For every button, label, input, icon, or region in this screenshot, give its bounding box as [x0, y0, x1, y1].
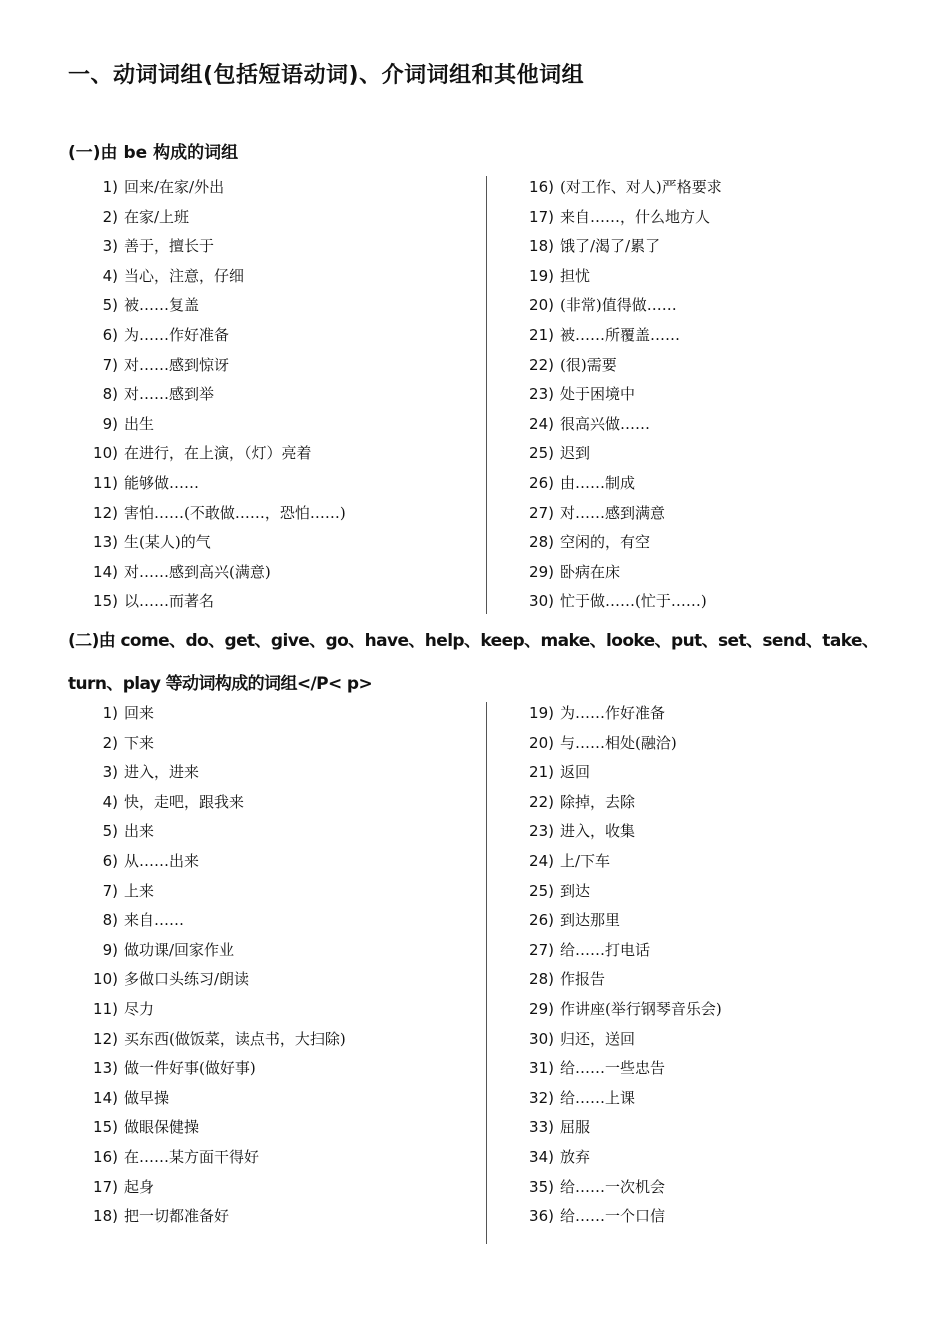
- item-text: 做眼保健操: [124, 1118, 200, 1137]
- item-number: 6): [102, 851, 118, 870]
- item-text: 作报告: [560, 970, 606, 989]
- item-number: 30): [529, 1029, 554, 1048]
- item-text: 对……感到举: [124, 385, 215, 404]
- item-text: 作讲座(举行钢琴音乐会): [560, 999, 722, 1018]
- item-number: 8): [102, 911, 118, 930]
- item-text: 对……感到满意: [560, 503, 666, 522]
- item-text: 返回: [560, 763, 591, 782]
- item-text: 上来: [124, 881, 155, 900]
- item-number: 16): [529, 178, 554, 196]
- item-text: 能够做……: [124, 473, 200, 492]
- list-item: [520, 262, 722, 292]
- item-text: 害怕……(不敢做……，恐怕……): [124, 503, 346, 522]
- list-item: [520, 758, 722, 788]
- item-text: 下来: [124, 733, 155, 752]
- item-text: 在……某方面干得好: [124, 1147, 260, 1166]
- item-text: 被……复盖: [124, 296, 200, 315]
- item-text: 对……感到惊讶: [124, 355, 230, 374]
- item-text: 从……出来: [124, 851, 200, 870]
- list-item: [84, 1054, 346, 1084]
- item-text: 在进行，在上演，（灯）亮着: [124, 444, 312, 463]
- item-text: 卧病在床: [560, 562, 621, 581]
- item-text: 做早操: [124, 1088, 170, 1107]
- list-item: [84, 729, 346, 759]
- item-number: 3): [102, 237, 118, 256]
- section1-divider: [486, 176, 487, 614]
- item-text: 回来/在家/外出: [124, 178, 225, 196]
- item-text: 以……而著名: [124, 592, 215, 611]
- item-number: 22): [529, 792, 554, 811]
- item-number: 14): [93, 1088, 118, 1107]
- list-item: [84, 995, 346, 1025]
- section1-heading: (一)由 be 构成的词组: [68, 143, 239, 163]
- list-item: [520, 499, 722, 529]
- list-item: [84, 906, 346, 936]
- list-item: [520, 410, 722, 440]
- item-text: 担忧: [560, 266, 591, 285]
- list-item: [520, 173, 722, 203]
- item-text: 很高兴做……: [560, 414, 651, 433]
- item-text: 处于困境中: [560, 385, 636, 404]
- item-number: 26): [529, 473, 554, 492]
- list-item: [84, 847, 346, 877]
- item-number: 29): [529, 562, 554, 581]
- section1-left-list: [84, 173, 346, 617]
- list-item: [84, 203, 346, 233]
- item-number: 12): [93, 503, 118, 522]
- list-item: [84, 380, 346, 410]
- item-text: 给……一些忠告: [560, 1059, 666, 1078]
- item-text: (非常)值得做……: [560, 296, 677, 315]
- list-item: [520, 558, 722, 588]
- item-number: 21): [529, 763, 554, 782]
- item-text: 在家/上班: [124, 207, 190, 226]
- item-number: 34): [529, 1147, 554, 1166]
- item-number: 19): [529, 266, 554, 285]
- list-item: [520, 847, 722, 877]
- item-number: 17): [93, 1177, 118, 1196]
- item-number: 35): [529, 1177, 554, 1196]
- item-number: 20): [529, 733, 554, 752]
- list-item: [84, 439, 346, 469]
- item-number: 15): [93, 1118, 118, 1137]
- item-number: 24): [529, 414, 554, 433]
- section2-left-list: [84, 699, 346, 1232]
- list-item: [520, 469, 722, 499]
- list-item: [84, 291, 346, 321]
- item-text: 除掉，去除: [560, 792, 636, 811]
- item-number: 14): [93, 562, 118, 581]
- item-number: 3): [102, 763, 118, 782]
- list-item: [520, 995, 722, 1025]
- item-number: 19): [529, 704, 554, 722]
- item-number: 7): [102, 881, 118, 900]
- item-number: 36): [529, 1207, 554, 1226]
- list-item: [84, 877, 346, 907]
- list-item: [520, 788, 722, 818]
- section2-divider: [486, 702, 487, 1244]
- item-text: (很)需要: [560, 355, 617, 374]
- item-text: 为……作好准备: [560, 704, 666, 722]
- list-item: [84, 758, 346, 788]
- item-number: 28): [529, 970, 554, 989]
- list-item: [520, 936, 722, 966]
- item-number: 2): [102, 733, 118, 752]
- item-text: 给……一个口信: [560, 1207, 666, 1226]
- item-text: 生(某人)的气: [124, 533, 211, 552]
- list-item: [520, 817, 722, 847]
- list-item: [84, 965, 346, 995]
- section2-heading: (二)由 come、do、get、give、go、have、help、keep、make、looke、put、set、send、take、turn、play 等动词构成的词组</P< p>: [68, 631, 879, 694]
- item-number: 16): [93, 1147, 118, 1166]
- item-number: 4): [102, 266, 118, 285]
- item-number: 18): [93, 1207, 118, 1226]
- item-text: 多做口头练习/朗读: [124, 970, 250, 989]
- list-item: [520, 1025, 722, 1055]
- item-text: 进入，收集: [560, 822, 636, 841]
- list-item: [520, 351, 722, 381]
- item-number: 8): [102, 385, 118, 404]
- list-item: [84, 587, 346, 617]
- item-number: 17): [529, 207, 554, 226]
- item-number: 2): [102, 207, 118, 226]
- item-number: 22): [529, 355, 554, 374]
- list-item: [84, 1173, 346, 1203]
- list-item: [84, 1025, 346, 1055]
- list-item: [84, 232, 346, 262]
- item-text: 到达: [560, 881, 591, 900]
- item-number: 32): [529, 1088, 554, 1107]
- item-number: 33): [529, 1118, 554, 1137]
- item-text: 对……感到高兴(满意): [124, 562, 271, 581]
- item-number: 6): [102, 325, 118, 344]
- item-number: 13): [93, 1059, 118, 1078]
- list-item: [520, 1113, 722, 1143]
- item-text: 上/下车: [560, 851, 611, 870]
- page-title: 一、动词词组(包括短语动词)、介词词组和其他词组: [68, 63, 585, 88]
- list-item: [84, 788, 346, 818]
- list-item: [520, 729, 722, 759]
- list-item: [520, 1202, 722, 1232]
- item-text: 善于，擅长于: [124, 237, 215, 256]
- list-item: [520, 232, 722, 262]
- item-number: 10): [93, 444, 118, 463]
- item-text: 买东西(做饭菜，读点书，大扫除): [124, 1029, 346, 1048]
- item-text: 为……作好准备: [124, 325, 230, 344]
- item-text: 被……所覆盖……: [560, 325, 681, 344]
- item-number: 1): [102, 704, 118, 722]
- list-item: [520, 699, 722, 729]
- item-number: 27): [529, 503, 554, 522]
- item-number: 13): [93, 533, 118, 552]
- item-number: 15): [93, 592, 118, 611]
- item-text: 起身: [124, 1177, 155, 1196]
- item-number: 11): [93, 999, 118, 1018]
- item-number: 11): [93, 473, 118, 492]
- item-text: 出来: [124, 822, 155, 841]
- item-text: 把一切都准备好: [124, 1207, 230, 1226]
- list-item: [520, 1054, 722, 1084]
- list-item: [84, 558, 346, 588]
- item-number: 27): [529, 940, 554, 959]
- list-item: [84, 528, 346, 558]
- item-number: 9): [102, 414, 118, 433]
- section1-right-list: [520, 173, 722, 617]
- list-item: [84, 1113, 346, 1143]
- item-number: 18): [529, 237, 554, 256]
- item-text: 进入，进来: [124, 763, 200, 782]
- list-item: [84, 817, 346, 847]
- item-text: 做一件好事(做好事): [124, 1059, 256, 1078]
- item-text: 到达那里: [560, 911, 621, 930]
- section2-right-list: [520, 699, 722, 1232]
- item-number: 24): [529, 851, 554, 870]
- list-item: [84, 173, 346, 203]
- item-text: 当心，注意，仔细: [124, 266, 245, 285]
- item-number: 23): [529, 822, 554, 841]
- list-item: [84, 321, 346, 351]
- list-item: [84, 262, 346, 292]
- list-item: [84, 499, 346, 529]
- item-number: 29): [529, 999, 554, 1018]
- item-number: 1): [102, 178, 118, 196]
- item-number: 7): [102, 355, 118, 374]
- list-item: [84, 936, 346, 966]
- item-number: 25): [529, 881, 554, 900]
- item-text: 给……上课: [560, 1088, 636, 1107]
- item-number: 26): [529, 911, 554, 930]
- list-item: [520, 965, 722, 995]
- list-item: [84, 1084, 346, 1114]
- list-item: [520, 291, 722, 321]
- list-item: [520, 877, 722, 907]
- item-number: 9): [102, 940, 118, 959]
- item-text: 归还，送回: [560, 1029, 636, 1048]
- item-number: 23): [529, 385, 554, 404]
- item-text: 尽力: [124, 999, 155, 1018]
- list-item: [84, 351, 346, 381]
- list-item: [520, 1143, 722, 1173]
- item-text: 空闲的，有空: [560, 533, 651, 552]
- list-item: [520, 1173, 722, 1203]
- item-text: 迟到: [560, 444, 591, 463]
- item-number: 12): [93, 1029, 118, 1048]
- item-text: 忙于做……(忙于……): [560, 592, 707, 611]
- list-item: [84, 1143, 346, 1173]
- item-text: 来自……: [124, 911, 185, 930]
- item-text: 快，走吧，跟我来: [124, 792, 245, 811]
- item-text: 给……一次机会: [560, 1177, 666, 1196]
- item-number: 5): [102, 822, 118, 841]
- item-text: 与……相处(融洽): [560, 733, 677, 752]
- list-item: [520, 439, 722, 469]
- list-item: [84, 1202, 346, 1232]
- item-text: 出生: [124, 414, 155, 433]
- item-text: 做功课/回家作业: [124, 940, 235, 959]
- list-item: [84, 699, 346, 729]
- item-text: 来自……，什么地方人: [560, 207, 711, 226]
- list-item: [520, 587, 722, 617]
- list-item: [520, 380, 722, 410]
- list-item: [520, 1084, 722, 1114]
- item-text: (对工作、对人)严格要求: [560, 178, 722, 196]
- item-number: 21): [529, 325, 554, 344]
- item-text: 屈服: [560, 1118, 591, 1137]
- item-text: 回来: [124, 704, 155, 722]
- list-item: [520, 203, 722, 233]
- list-item: [520, 528, 722, 558]
- item-text: 由……制成: [560, 473, 636, 492]
- item-text: 给……打电话: [560, 940, 651, 959]
- item-number: 30): [529, 592, 554, 611]
- item-text: 放弃: [560, 1147, 591, 1166]
- list-item: [84, 469, 346, 499]
- list-item: [520, 321, 722, 351]
- list-item: [84, 410, 346, 440]
- item-text: 饿了/渴了/累了: [560, 237, 661, 256]
- item-number: 28): [529, 533, 554, 552]
- item-number: 25): [529, 444, 554, 463]
- item-number: 20): [529, 296, 554, 315]
- item-number: 10): [93, 970, 118, 989]
- item-number: 31): [529, 1059, 554, 1078]
- item-number: 5): [102, 296, 118, 315]
- list-item: [520, 906, 722, 936]
- item-number: 4): [102, 792, 118, 811]
